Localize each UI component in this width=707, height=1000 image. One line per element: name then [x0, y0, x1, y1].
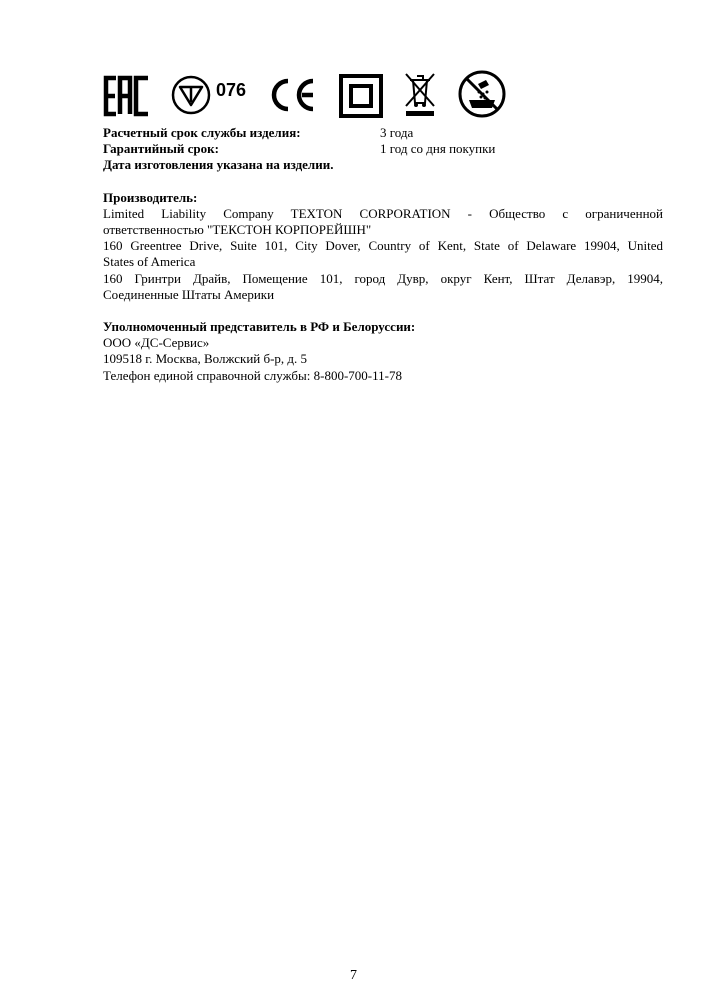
warranty-value: 1 год со дня покупки	[380, 141, 496, 157]
ukrsepro-code: 076	[216, 80, 247, 100]
document-body	[103, 125, 663, 384]
representative-address: 109518 г. Москва, Волжский б-р, д. 5	[103, 351, 308, 367]
representative-phone: Телефон единой справочной службы: 8-800-700-11-78	[103, 367, 402, 383]
manufacturer-address-en-line2: States of America	[103, 254, 196, 270]
no-water-icon	[457, 70, 507, 118]
ukrsepro-mark-icon	[170, 74, 214, 116]
manufacturer-heading: Производитель:	[103, 189, 198, 205]
service-life-label: Расчетный срок службы изделия:	[103, 125, 301, 140]
service-life-value: 3 года	[380, 125, 414, 140]
page-number: 7	[350, 968, 357, 983]
eac-mark-icon	[103, 74, 153, 118]
manufacture-date-note: Дата изготовления указана на изделии.	[103, 157, 334, 173]
manufacturer-address-ru-line2: Соединенные Штаты Америки	[103, 286, 275, 302]
manufacturer-name-line1: Limited Liability Company TEXTON CORPORATION - Общество с ограниченной	[103, 205, 663, 221]
warranty-label: Гарантийный срок:	[103, 141, 219, 157]
manufacturer-name-line2: ответственностью "ТЕКСТОН КОРПОРЕЙШН"	[103, 222, 372, 238]
manufacturer-address-en-line1: 160 Greentree Drive, Suite 101, City Dover, Country of Kent, State of Delaware 19904, United	[103, 238, 663, 254]
manufacturer-address-ru-line1: 160 Гринтри Драйв, Помещение 101, город Дувр, округ Кент, Штат Делавэр, 19904,	[103, 270, 663, 286]
weee-crossed-bin-icon	[400, 70, 440, 118]
warranty-row	[103, 141, 663, 157]
double-insulation-icon	[339, 74, 383, 118]
representative-company: ООО «ДС-Сервис»	[103, 335, 210, 351]
ce-mark-icon	[266, 76, 318, 114]
service-life-row	[103, 125, 663, 141]
representative-heading: Уполномоченный представитель в РФ и Белоруссии:	[103, 319, 416, 335]
